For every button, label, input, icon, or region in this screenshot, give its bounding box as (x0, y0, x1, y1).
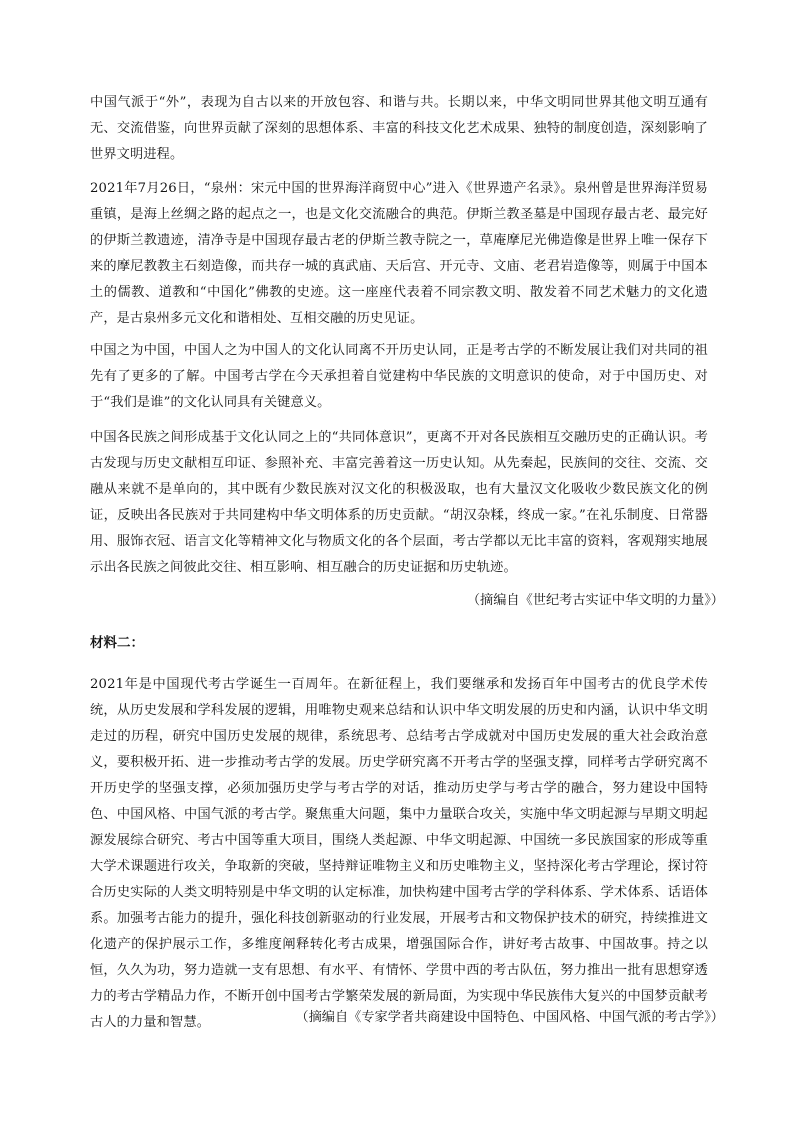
source-citation-2: （摘编自《专家学者共商建设中国特色、中国风格、中国气派的考古学》） (295, 1010, 724, 1025)
paragraph-4: 中国各民族之间形成基于文化认同之上的“共同体意识”，更离不开对各民族相互交融历史的正确认识。考古发现与历史文献相互印证、参照补充、丰富完善着这一历史认知。从先秦起，民族间的交往、交流、交融从来就不是单向的，其中既有少数民族对汉文化的积极汲取，也有大量汉文化吸收少数民族文化的例证，反映出各民族对于共同建构中华文明体系的历史贡献。“胡汉杂糅，终成一家。”在礼乐制度、日常器用、服饰衣冠、语言文化等精神文化与物质文化的各个层面，考古学都以无比丰富的资料，客观翔实地展示出各民族之间彼此交往、相互影响、相互融合的历史证据和历史轨迹。 (90, 430, 708, 575)
paragraph-3: 中国之为中国，中国人之为中国人的文化认同离不开历史认同，正是考古学的不断发展让我们对共同的祖先有了更多的了解。中国考古学在今天承担着自觉建构中华民族的文明意识的使命，对于中国历史、对于“我们是谁”的文化认同具有关键意义。 (90, 343, 708, 410)
material-2-heading: 材料二： (90, 635, 144, 651)
paragraph-2: 2021年7月26日，“泉州：宋元中国的世界海洋商贸中心”进入《世界遗产名录》。泉州曾是世界海洋贸易重镇，是海上丝绸之路的起点之一，也是文化交流融合的典范。伊斯兰教圣墓是中国现存最古老、最完好的伊斯兰教遗迹，清净寺是中国现存最古老的伊斯兰教寺院之一，草庵摩尼光佛造像是世界上唯一保存下来的摩尼教教主石刻造像，而共存一城的真武庙、天后宫、开元寺、文庙、老君岩造像等，则属于中国本土的儒教、道教和“中国化”佛教的史迹。这一座座代表着不同宗教文明、散发着不同艺术魅力的文化遗产，是古泉州多元文化和谐相处、互相交融的历史见证。 (90, 181, 708, 326)
paragraph-1: 中国气派于“外”，表现为自古以来的开放包容、和谐与共。长期以来，中华文明同世界其他文明互通有无、交流借鉴，向世界贡献了深刻的思想体系、丰富的科技文化艺术成果、独特的制度创造，深刻影响了世界文明进程。 (90, 95, 708, 162)
material-2-paragraph: 2021年是中国现代考古学诞生一百周年。在新征程上，我们要继承和发扬百年中国考古的优良学术传统，从历史发展和学科发展的逻辑，用唯物史观来总结和认识中华文明发展的历史和内涵，认识中华文明走过的历程，研究中国历史发展的规律，系统思考、总结考古学成就对中国历史发展的重大社会政治意义，要积极开拓、进一步推动考古学的发展。历史学研究离不开考古学的坚强支撑，同样考古学研究离不开历史学的坚强支撑，必须加强历史学与考古学的对话，推动历史学与考古学的融合，努力建设中国特色、中国风格、中国气派的考古学。聚焦重大问题，集中力量联合攻关，实施中华文明起源与早期文明起源发展综合研究、考古中国等重大项目，围绕人类起源、中华文明起源、中国统一多民族国家的形成等重大学术课题进行攻关，争取新的突破，坚持辩证唯物主义和历史唯物主义，坚持深化考古学理论，探讨符合历史实际的人类文明特别是中华文明的认定标准，加快构建中国考古学的学科体系、学术体系、话语体系。加强考古能力的提升，强化科技创新驱动的行业发展，开展考古和文物保护技术的研究，持续推进文化遗产的保护展示工作，多维度阐释转化考古成果，增强国际合作，讲好考古故事、中国故事。持之以恒，久久为功，努力造就一支有思想、有水平、有情怀、学贯中西的考古队伍，努力推出一批有思想穿透力的考古学精品力作，不断开创中国考古学繁荣发展的新局面，为实现中华民族伟大复兴的中国梦贡献考古人的力量和智慧。 (90, 677, 708, 1030)
source-citation-1: （摘编自《世纪考古实证中华文明的力量》） (466, 593, 724, 608)
